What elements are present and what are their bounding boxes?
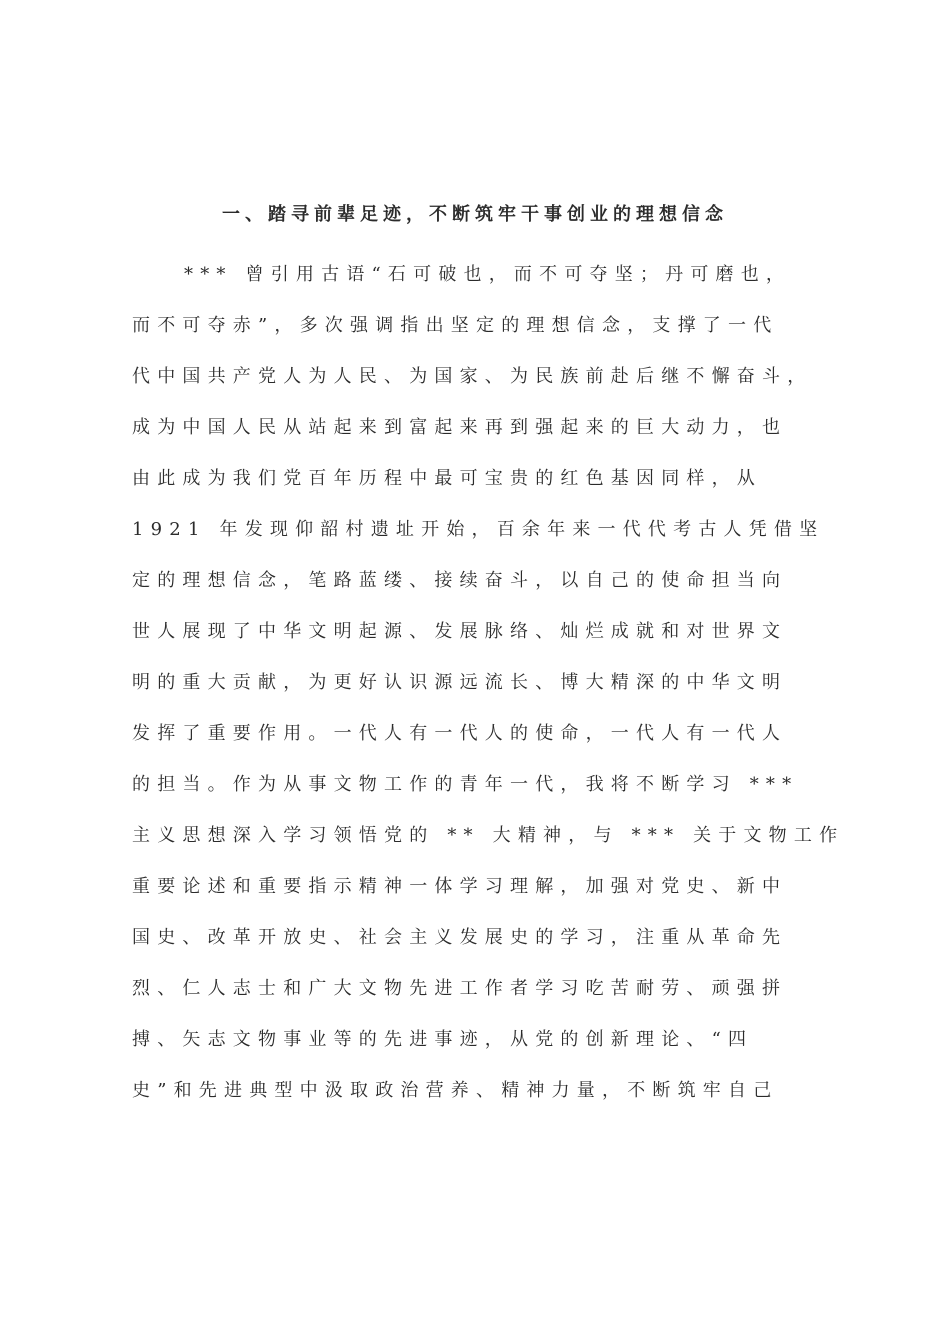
paragraph-line: 代中国共产党人为人民、为国家、为民族前赴后继不懈奋斗， bbox=[132, 366, 813, 387]
paragraph-line: 搏、矢志文物事业等的先进事迹，从党的创新理论、“四 bbox=[132, 1029, 754, 1050]
paragraph-line: 烈、仁人志士和广大文物先进工作者学习吃苦耐劳、顽强拼 bbox=[132, 978, 788, 999]
body-paragraph bbox=[132, 260, 845, 1127]
paragraph-line: 明的重大贡献，为更好认识源远流长、博大精深的中华文明 bbox=[132, 672, 788, 693]
paragraph-line: 的担当。作为从事文物工作的青年一代，我将不断学习 *** bbox=[132, 774, 799, 795]
paragraph-line: 成为中国人民从站起来到富起来再到强起来的巨大动力，也 bbox=[132, 417, 788, 438]
paragraph-line: 发挥了重要作用。一代人有一代人的使命，一代人有一代人 bbox=[132, 723, 788, 744]
paragraph-line: 主义思想深入学习领悟党的 ** 大精神，与 *** 关于文物工作 bbox=[132, 825, 845, 846]
paragraph-line: 定的理想信念，笔路蓝缕、接续奋斗，以自己的使命担当向 bbox=[132, 570, 788, 591]
paragraph-line: *** 曾引用古语“石可破也，而不可夺坚；丹可磨也， bbox=[184, 264, 792, 285]
paragraph-line: 重要论述和重要指示精神一体学习理解，加强对党史、新中 bbox=[132, 876, 788, 897]
section-heading: 一、踏寻前辈足迹，不断筑牢干事创业的理想信念 bbox=[222, 204, 728, 225]
paragraph-line: 1921 年发现仰韶村遗址开始，百余年来一代代考古人凭借坚 bbox=[132, 519, 825, 540]
paragraph-line: 国史、改革开放史、社会主义发展史的学习，注重从革命先 bbox=[132, 927, 788, 948]
paragraph-line: 世人展现了中华文明起源、发展脉络、灿烂成就和对世界文 bbox=[132, 621, 788, 642]
paragraph-line: 史”和先进典型中汲取政治营养、精神力量，不断筑牢自己 bbox=[132, 1080, 779, 1101]
paragraph-line: 由此成为我们党百年历程中最可宝贵的红色基因同样，从 bbox=[132, 468, 762, 489]
paragraph-line: 而不可夺赤”，多次强调指出坚定的理想信念，支撑了一代 bbox=[132, 315, 779, 336]
